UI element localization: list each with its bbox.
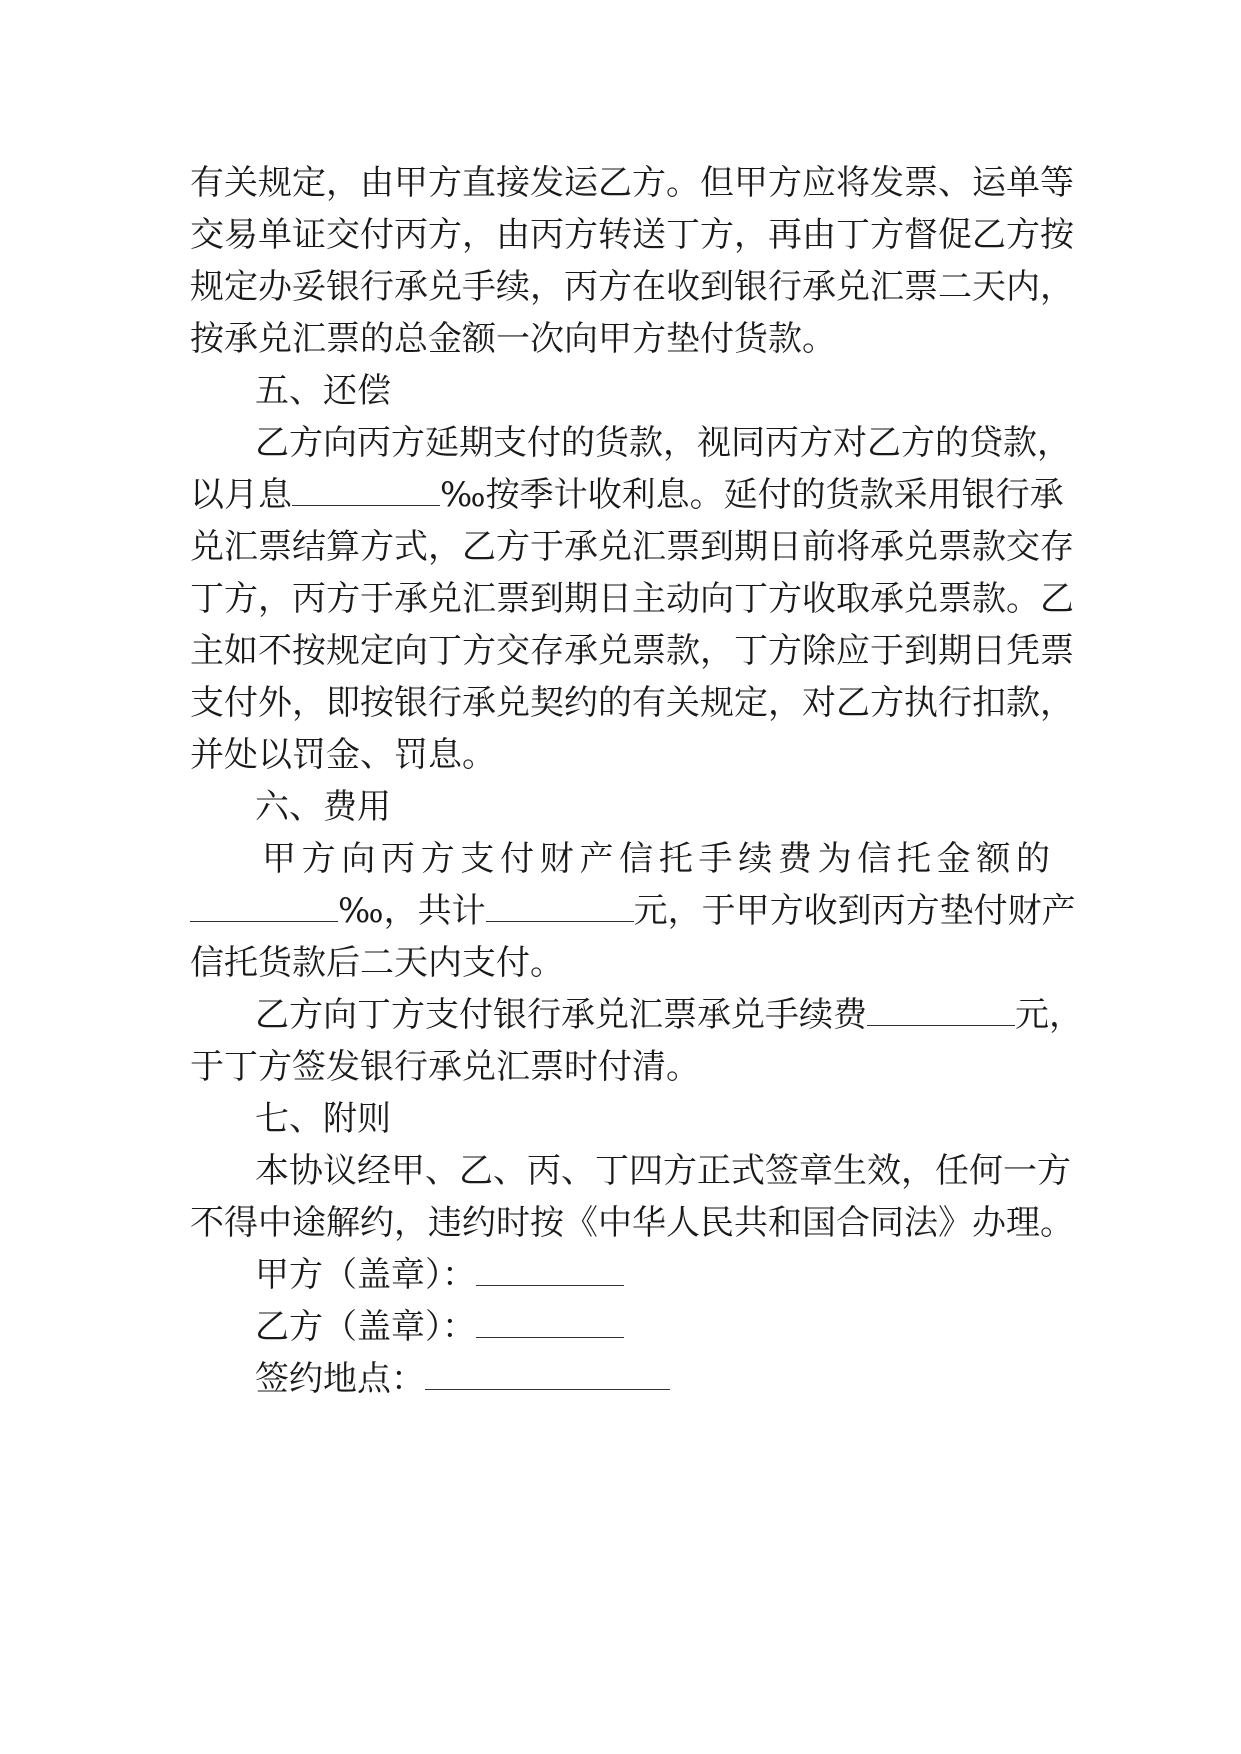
section-heading-supplementary: 七、附则 — [255, 1099, 391, 1139]
text-segment: 元，于甲方收到丙方垫付财产 — [633, 891, 1076, 931]
paragraph-line: 甲方向丙方支付财产信托手续费为信托金额的 — [262, 839, 1050, 879]
paragraph-line: 乙方向丙方延期支付的货款，视同丙方对乙方的贷款， — [255, 423, 1071, 463]
text-segment: 以月息 — [190, 475, 292, 515]
blank-trust-fee-rate — [190, 891, 338, 922]
paragraph-line: 丁方，丙方于承兑汇票到期日主动向丁方收取承兑票款。乙 — [190, 579, 1074, 619]
blank-acceptance-fee — [867, 995, 1015, 1026]
signature-label: 乙方（盖章）： — [255, 1307, 476, 1347]
text-segment: ‰按季计收利息。延付的货款采用银行承 — [440, 475, 1064, 515]
signature-line-party-a — [255, 1255, 624, 1295]
paragraph-line: 信托货款后二天内支付。 — [190, 943, 564, 983]
section-heading-repayment: 五、还偿 — [255, 371, 391, 411]
blank-monthly-interest — [292, 475, 440, 506]
blank-signing-location — [425, 1359, 670, 1390]
paragraph-line: 兑汇票结算方式，乙方于承兑汇票到期日前将承兑票款交存 — [190, 527, 1074, 567]
paragraph-line: 交易单证交付丙方，由丙方转送丁方，再由丁方督促乙方按 — [190, 215, 1074, 255]
signature-label: 甲方（盖章）： — [255, 1255, 476, 1295]
blank-party-a-seal — [476, 1255, 624, 1286]
paragraph-line: 按承兑汇票的总金额一次向甲方垫付货款。 — [190, 319, 836, 359]
blank-party-b-seal — [476, 1307, 624, 1338]
paragraph-line-with-blank — [255, 995, 1083, 1035]
blank-trust-fee-total — [486, 891, 634, 922]
paragraph-line: 支付外，即按银行承兑契约的有关规定，对乙方执行扣款， — [190, 683, 1074, 723]
text-segment: 乙方向丁方支付银行承兑汇票承兑手续费 — [255, 995, 867, 1035]
paragraph-line: 主如不按规定向丁方交存承兑票款，丁方除应于到期日凭票 — [190, 631, 1074, 671]
paragraph-line-with-blank — [190, 891, 1076, 931]
signing-location-line — [255, 1359, 670, 1399]
paragraph-line: 于丁方签发银行承兑汇票时付清。 — [190, 1047, 700, 1087]
signature-label: 签约地点： — [255, 1359, 425, 1399]
text-segment: 元， — [1015, 995, 1083, 1035]
paragraph-line: 有关规定，由甲方直接发运乙方。但甲方应将发票、运单等 — [190, 163, 1074, 203]
text-segment: ‰，共计 — [338, 891, 486, 931]
paragraph-line: 不得中途解约，违约时按《中华人民共和国合同法》办理。 — [190, 1203, 1074, 1243]
signature-line-party-b — [255, 1307, 624, 1347]
paragraph-line: 并处以罚金、罚息。 — [190, 735, 496, 775]
paragraph-line: 规定办妥银行承兑手续，丙方在收到银行承兑汇票二天内， — [190, 267, 1074, 307]
paragraph-line: 本协议经甲、乙、丙、丁四方正式签章生效，任何一方 — [255, 1151, 1071, 1191]
paragraph-line-with-blank — [190, 475, 1064, 515]
section-heading-fees: 六、费用 — [255, 787, 391, 827]
